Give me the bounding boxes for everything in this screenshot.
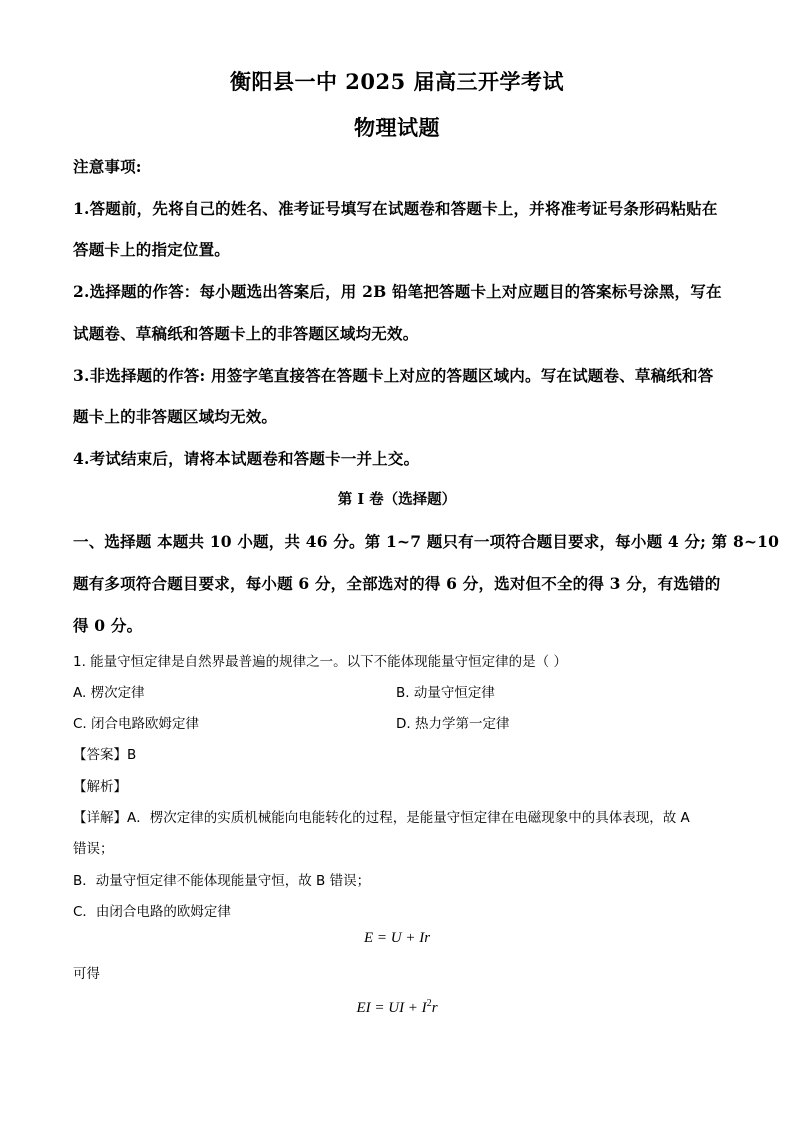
section-instruction: 得 0 分。 <box>73 616 143 635</box>
notice-line: 题卡上的非答题区域均无效。 <box>73 407 278 426</box>
formula-power-tail: r <box>431 1000 438 1016</box>
section-instruction: 一、选择题 本题共 10 小题，共 46 分。第 1~7 题只有一项符合题目要求，每小题 4 分; 第 8~10 <box>73 532 780 551</box>
formula-power <box>0 998 794 1017</box>
exam-title: 衡阳县一中 2025 届高三开学考试 <box>229 69 565 94</box>
notice-line: 试题卷、草稿纸和答题卡上的非答题区域均无效。 <box>73 324 419 343</box>
answer-line: 【答案】B <box>73 747 137 763</box>
explanation-line: B．动量守恒定律不能体现能量守恒，故 B 错误； <box>73 873 371 889</box>
explanation-line: C．由闭合电路的欧姆定律 <box>73 904 231 920</box>
notice-line: 2.选择题的作答：每小题选出答案后，用 2B 铅笔把答题卡上对应题目的答案标号涂黑，写在 <box>73 282 722 301</box>
explanation-line: 错误； <box>73 841 114 857</box>
section-title: 第 I 卷（选择题） <box>337 491 457 508</box>
formula-ohm-law: E = U + Ir <box>363 930 431 946</box>
connector-text: 可得 <box>73 966 100 982</box>
section-instruction: 题有多项符合题目要求，每小题 6 分，全部选对的得 6 分，选对但不全的得 3 分，有选错的 <box>73 574 721 593</box>
explanation-line: 【详解】A．楞次定律的实质机械能向电能转化的过程，是能量守恒定律在电磁现象中的具体表现，故 A <box>73 810 690 826</box>
notice-heading: 注意事项: <box>73 157 142 176</box>
notice-line: 1.答题前，先将自己的姓名、准考证号填写在试题卷和答题卡上，并将准考证号条形码粘贴在 <box>73 199 718 218</box>
question-stem: 1. 能量守恒定律是自然界最普遍的规律之一。以下不能体现能量守恒定律的是（ ） <box>73 654 567 670</box>
formula-power-main: EI = UI + I <box>356 1000 427 1016</box>
option-b: B. 动量守恒定律 <box>396 685 495 701</box>
notice-line: 4.考试结束后，请将本试题卷和答题卡一并上交。 <box>73 449 420 468</box>
notice-line: 答题卡上的指定位置。 <box>73 240 231 259</box>
option-d: D. 热力学第一定律 <box>396 716 510 732</box>
analysis-label: 【解析】 <box>73 779 127 795</box>
notice-line: 3.非选择题的作答: 用签字笔直接答在答题卡上对应的答题区域内。写在试题卷、草稿纸和答 <box>73 366 714 385</box>
exam-subtitle: 物理试题 <box>354 115 440 140</box>
option-a: A. 楞次定律 <box>73 685 145 701</box>
option-c: C. 闭合电路欧姆定律 <box>73 716 200 732</box>
formula-power-exponent: 2 <box>426 998 432 1009</box>
